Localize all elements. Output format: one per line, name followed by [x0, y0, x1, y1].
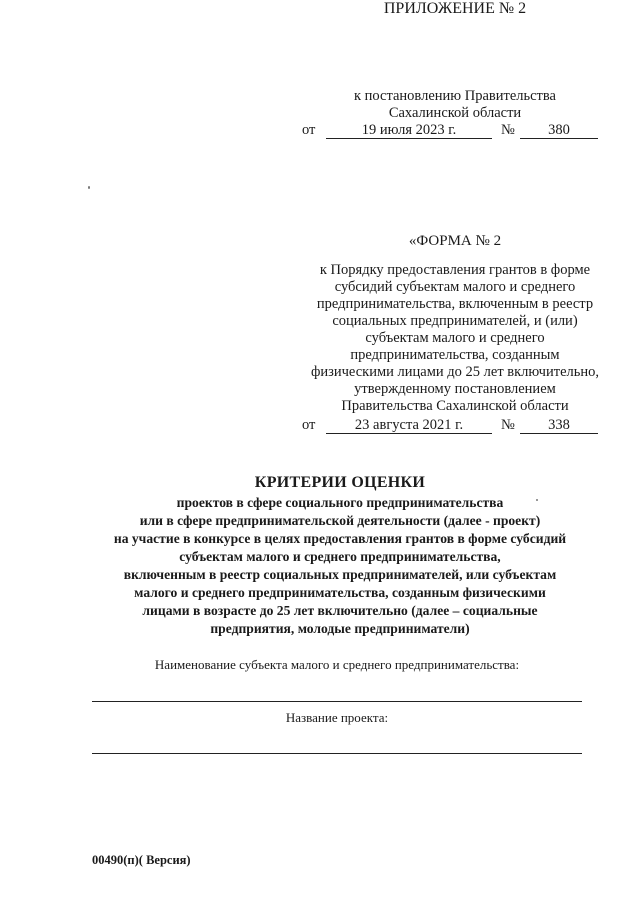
- form-from-label: от: [302, 417, 316, 433]
- form-number: 338: [520, 417, 598, 434]
- form-line: предпринимательства, включенным в реестр: [316, 296, 594, 312]
- appendix-number: 380: [520, 122, 598, 139]
- appendix-line-2: Сахалинской области: [388, 105, 522, 121]
- form-line: субъектам малого и среднего: [365, 330, 545, 346]
- form-number-row: [0, 417, 640, 437]
- criteria-line: малого и среднего предпринимательства, созданным физическими: [134, 585, 546, 600]
- criteria-line: включенным в реестр социальных предпринимателей, или субъектам: [123, 567, 557, 582]
- criteria-line: предприятия, молодые предприниматели): [210, 621, 470, 636]
- criteria-title: КРИТЕРИИ ОЦЕНКИ: [254, 474, 426, 491]
- appendix-from-label: от: [302, 122, 316, 138]
- form-title: «ФОРМА № 2: [408, 233, 502, 249]
- form-line: утвержденному постановлением: [354, 381, 556, 397]
- entity-name-line[interactable]: [92, 701, 582, 702]
- scan-speck: [88, 186, 90, 189]
- form-lines: [290, 262, 620, 415]
- appendix-num-label: №: [501, 122, 515, 138]
- criteria-line: субъектам малого и среднего предпринимательства,: [179, 549, 501, 564]
- form-line: предпринимательства, созданным: [350, 347, 560, 363]
- form-line: социальных предпринимателей, и (или): [332, 313, 578, 329]
- form-line: физическими лицами до 25 лет включительно,: [310, 364, 599, 380]
- criteria-line: проектов в сфере социального предпринимательства: [176, 495, 504, 510]
- appendix-date: 19 июля 2023 г.: [326, 122, 492, 139]
- form-date: 23 августа 2021 г.: [326, 417, 492, 434]
- criteria-line: или в сфере предпринимательской деятельности (далее - проект): [139, 513, 541, 528]
- project-name-label: Название проекта:: [285, 710, 389, 725]
- form-line: Правительства Сахалинской области: [341, 398, 569, 414]
- project-name-line[interactable]: [92, 753, 582, 754]
- document-code: 00490(п)( Версия): [92, 853, 191, 867]
- form-line: к Порядку предоставления грантов в форме: [319, 262, 591, 278]
- appendix-number-row: [0, 122, 640, 142]
- entity-name-label: Наименование субъекта малого и среднего предпринимательства:: [154, 657, 520, 672]
- criteria-line: на участие в конкурсе в целях предоставления грантов в форме субсидий: [113, 531, 567, 546]
- criteria-block: [70, 474, 610, 638]
- form-line: субсидий субъектам малого и среднего: [334, 279, 576, 295]
- scan-speck: [536, 499, 538, 501]
- appendix-title: ПРИЛОЖЕНИЕ № 2: [383, 0, 527, 17]
- appendix-line-1: к постановлению Правительства: [354, 88, 556, 104]
- form-num-label: №: [501, 417, 515, 433]
- criteria-line: лицами в возрасте до 25 лет включительно (далее – социальные: [142, 603, 538, 618]
